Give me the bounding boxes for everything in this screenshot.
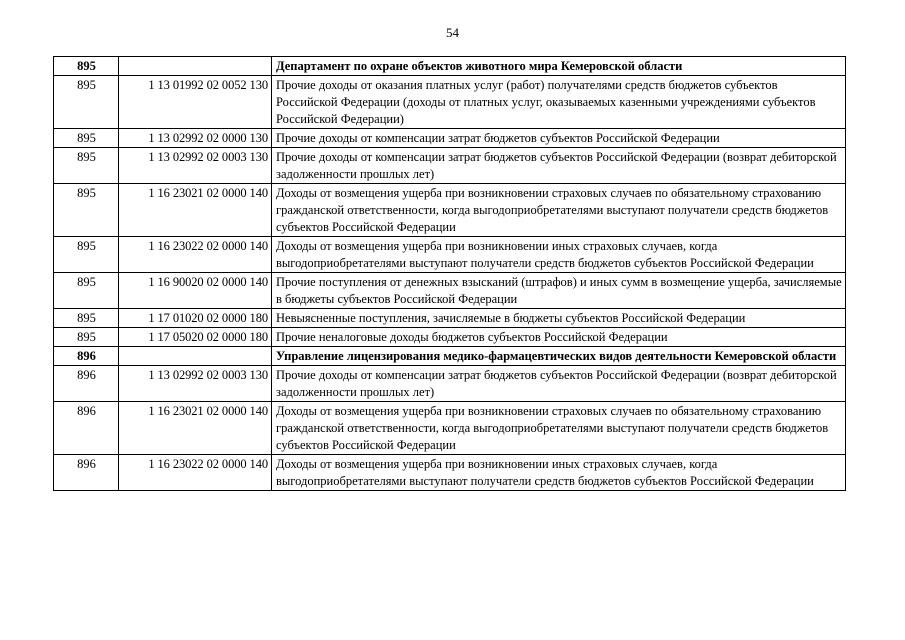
table-row [54,309,846,328]
table-row [54,402,846,455]
table-row [54,273,846,309]
admin-code-cell: 895 [54,184,119,237]
admin-code-cell: 896 [54,347,119,366]
income-description-cell: Доходы от возмещения ущерба при возникновении иных страховых случаев, когда выгодоприобретателями выступают получатели средств бюджетов субъектов Российской Федерации [272,455,846,491]
income-description-cell: Прочие неналоговые доходы бюджетов субъектов Российской Федерации [272,328,846,347]
income-description-cell: Прочие доходы от компенсации затрат бюджетов субъектов Российской Федерации [272,129,846,148]
table-row [54,237,846,273]
table-row [54,148,846,184]
budget-code-cell: 1 13 02992 02 0000 130 [119,129,272,148]
income-description-cell: Доходы от возмещения ущерба при возникновении страховых случаев по обязательному страхованию гражданской ответственности, когда выгодоприобретателями выступают получатели средств бюджетов субъектов Российской Федерации [272,402,846,455]
budget-code-cell: 1 17 05020 02 0000 180 [119,328,272,347]
table-body [54,57,846,491]
income-description-cell: Доходы от возмещения ущерба при возникновении страховых случаев по обязательному страхованию гражданской ответственности, когда выгодоприобретателями выступают получатели средств бюджетов субъектов Российской Федерации [272,184,846,237]
budget-code-cell: 1 16 23022 02 0000 140 [119,237,272,273]
admin-code-cell: 896 [54,455,119,491]
budget-code-cell: 1 13 01992 02 0052 130 [119,76,272,129]
department-name-cell: Управление лицензирования медико-фармацевтических видов деятельности Кемеровской области [272,347,846,366]
admin-code-cell: 895 [54,273,119,309]
income-description-cell: Невыясненные поступления, зачисляемые в бюджеты субъектов Российской Федерации [272,309,846,328]
budget-code-cell: 1 17 01020 02 0000 180 [119,309,272,328]
budget-code-cell: 1 16 23021 02 0000 140 [119,402,272,455]
department-header-row [54,347,846,366]
income-description-cell: Доходы от возмещения ущерба при возникновении иных страховых случаев, когда выгодоприобретателями выступают получатели средств бюджетов субъектов Российской Федерации [272,237,846,273]
admin-code-cell: 896 [54,402,119,455]
budget-code-cell: 1 13 02992 02 0003 130 [119,148,272,184]
budget-code-cell: 1 16 23022 02 0000 140 [119,455,272,491]
table-row [54,366,846,402]
budget-code-cell [119,347,272,366]
page-number: 54 [446,25,459,40]
table-row [54,455,846,491]
income-description-cell: Прочие доходы от оказания платных услуг (работ) получателями средств бюджетов субъектов Российской Федерации (доходы от платных услуг, оказываемых казенными учреждениями субъектов Российской Федерации) [272,76,846,129]
admin-code-cell: 895 [54,309,119,328]
budget-code-cell [119,57,272,76]
table-row [54,76,846,129]
income-description-cell: Прочие поступления от денежных взысканий (штрафов) и иных сумм в возмещение ущерба, зачисляемые в бюджеты субъектов Российской Федерации [272,273,846,309]
admin-code-cell: 895 [54,148,119,184]
admin-code-cell: 895 [54,328,119,347]
table-row [54,328,846,347]
admin-code-cell: 896 [54,366,119,402]
department-header-row [54,57,846,76]
table-row [54,129,846,148]
budget-income-table [53,56,846,491]
table-row [54,184,846,237]
budget-code-cell: 1 16 23021 02 0000 140 [119,184,272,237]
admin-code-cell: 895 [54,237,119,273]
admin-code-cell: 895 [54,57,119,76]
admin-code-cell: 895 [54,129,119,148]
income-description-cell: Прочие доходы от компенсации затрат бюджетов субъектов Российской Федерации (возврат дебиторской задолженности прошлых лет) [272,366,846,402]
budget-code-cell: 1 16 90020 02 0000 140 [119,273,272,309]
admin-code-cell: 895 [54,76,119,129]
department-name-cell: Департамент по охране объектов животного мира Кемеровской области [272,57,846,76]
income-description-cell: Прочие доходы от компенсации затрат бюджетов субъектов Российской Федерации (возврат дебиторской задолженности прошлых лет) [272,148,846,184]
budget-code-cell: 1 13 02992 02 0003 130 [119,366,272,402]
